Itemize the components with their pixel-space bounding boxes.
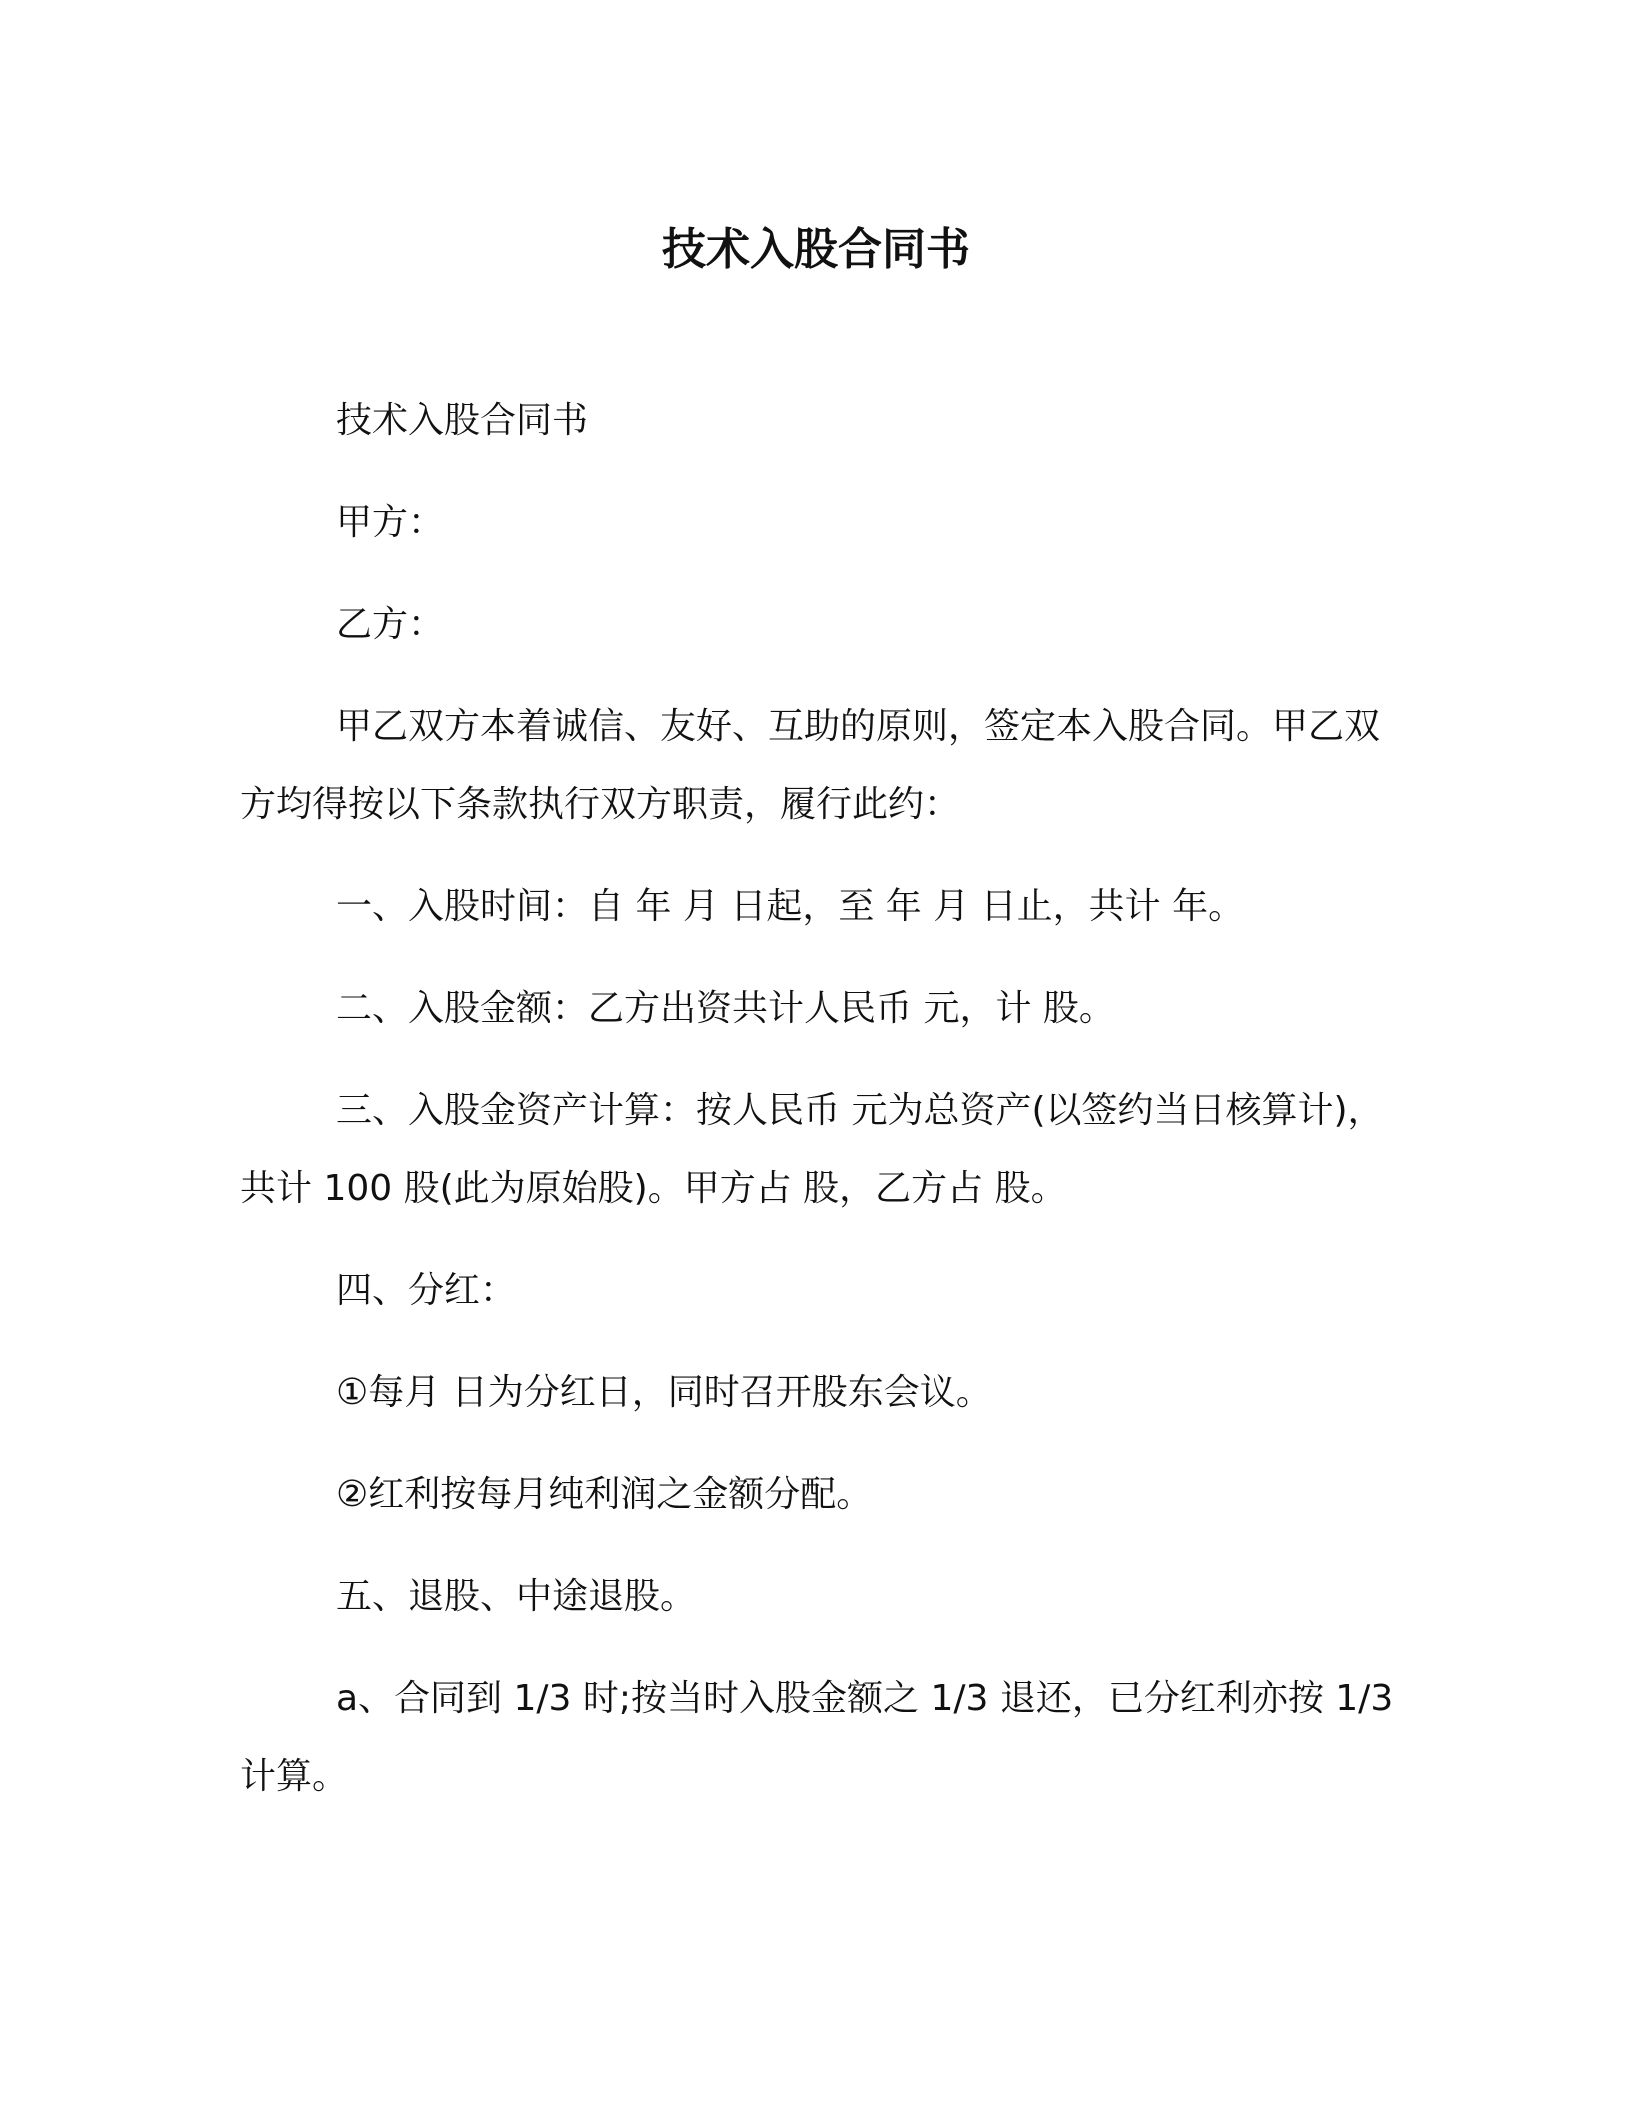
paragraph-withdrawal-a: a、合同到 1/3 时;按当时入股金额之 1/3 退还，已分红利亦按 1/3 计算。 xyxy=(240,1678,1394,1797)
paragraph-dividend-item-1: ①每月 日为分红日，同时召开股东会议。 xyxy=(336,1372,992,1413)
paragraph-clause-2: 二、入股金额：乙方出资共计人民币 元，计 股。 xyxy=(336,988,1115,1029)
paragraph-subtitle: 技术入股合同书 xyxy=(336,400,589,441)
document-title: 技术入股合同书 xyxy=(662,224,970,275)
paragraph-preamble: 甲乙双方本着诚信、友好、互助的原则，签定本入股合同。甲乙双方均得按以下条款执行双方职责，履行此约： xyxy=(240,706,1381,825)
paragraph-party-a: 甲方： xyxy=(336,502,445,543)
paragraph-clause-4: 四、分红： xyxy=(336,1270,517,1311)
paragraph-clause-5: 五、退股、中途退股。 xyxy=(336,1576,697,1617)
paragraph-clause-3: 三、入股金资产计算：按人民币 元为总资产(以签约当日核算计)，共计 100 股(此为原始股)。甲方占 股，乙方占 股。 xyxy=(240,1090,1384,1209)
paragraph-clause-1: 一、入股时间：自 年 月 日起，至 年 月 日止，共计 年。 xyxy=(336,886,1245,927)
paragraph-dividend-item-2: ②红利按每月纯利润之金额分配。 xyxy=(336,1474,873,1515)
paragraph-party-b: 乙方： xyxy=(336,604,445,645)
